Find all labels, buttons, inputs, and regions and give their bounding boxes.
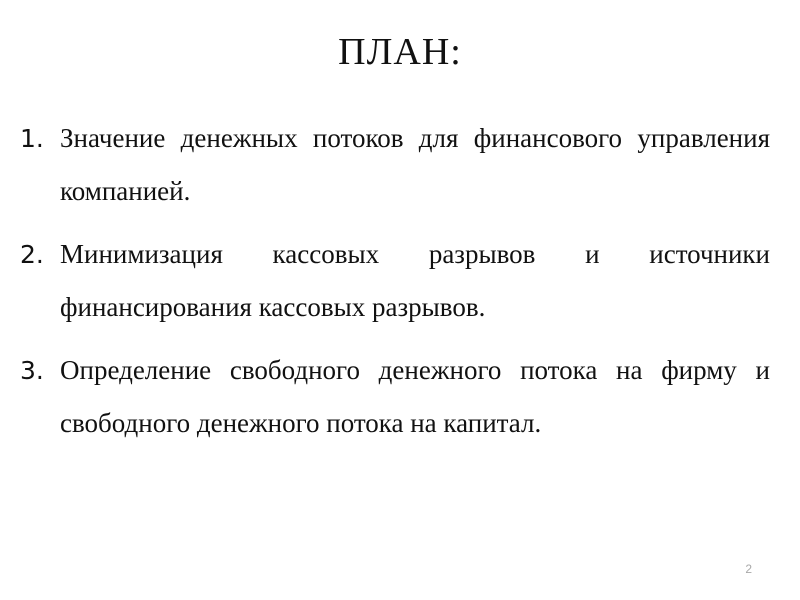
item-text: Определение свободного денежного потока на фирму и свободного денежного потока на капитал.: [60, 355, 770, 438]
item-text: Минимизация кассовых разрывов и источники финансирования кассовых разрывов.: [60, 239, 770, 322]
item-number: 2.: [20, 240, 44, 269]
item-number: 3.: [20, 356, 44, 385]
plan-item: [20, 344, 770, 450]
plan-item: [20, 112, 770, 218]
plan-item: [20, 228, 770, 334]
item-number: 1.: [20, 124, 44, 153]
page-number: 2: [745, 562, 752, 576]
plan-list: [20, 112, 770, 460]
slide-title: ПЛАН:: [338, 31, 462, 73]
item-text: Значение денежных потоков для финансового управления компанией.: [60, 123, 770, 206]
